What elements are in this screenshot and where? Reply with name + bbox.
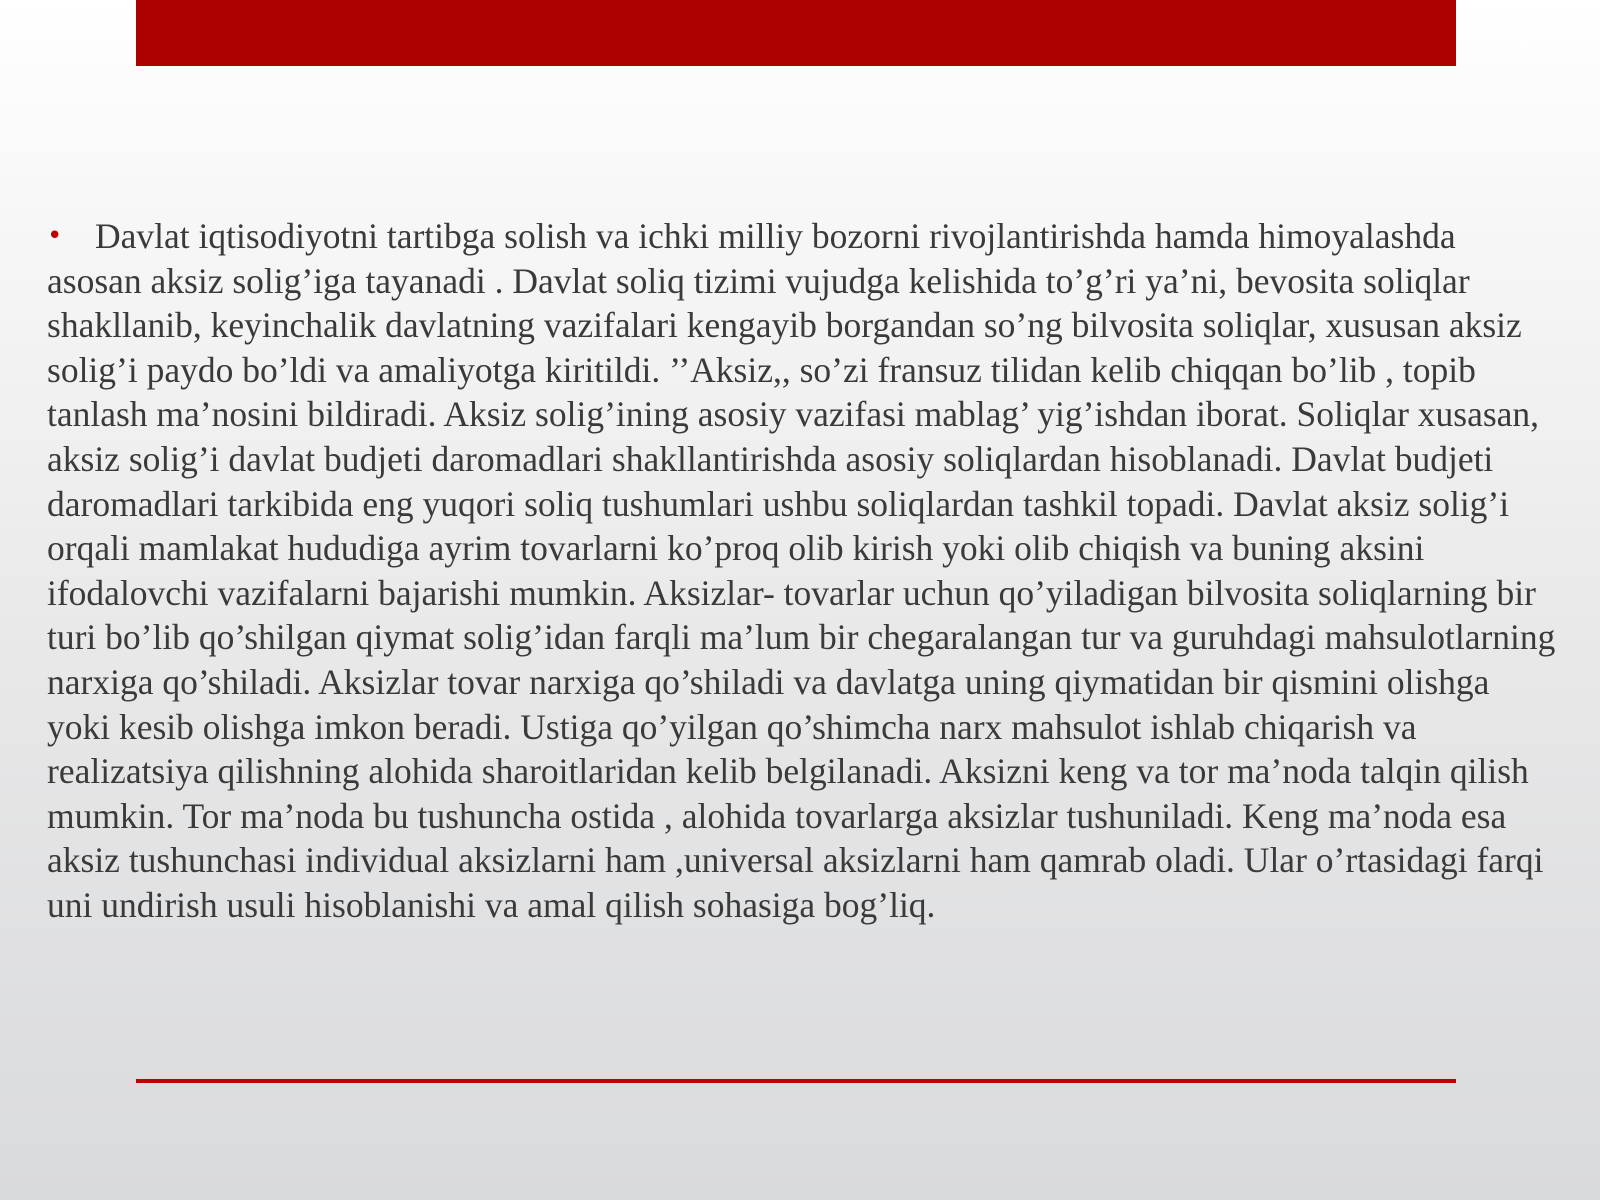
slide-body [47, 214, 1557, 928]
bullet-dot-icon: • [47, 221, 63, 251]
footer-divider-line [136, 1079, 1456, 1083]
body-text: Davlat iqtisodiyotni tartibga solish va ichki milliy bozorni rivojlantirishda hamda himoyalashda asosan aksiz solig’iga tayanadi . Davlat soliq tizimi vujudga kelishida to’g’ri ya’ni, bevosita soliqlar shakllanib, keyinchalik davlatning vazifalari kengayib borgandan so’ng bilvosita soliqlar, xususan aksiz solig’i paydo bo’ldi va amaliyotga kiritildi. ’’Aksiz,, so’zi fransuz tilidan kelib chiqqan bo’lib , topib tanlash ma’nosini bildiradi. Aksiz solig’ining asosiy vazifasi mablag’ yig’ishdan iborat. Soliqlar xusasan, aksiz solig’i davlat budjeti daromadlari shakllantirishda asosiy soliqlardan hisoblanadi. Davlat budjeti daromadlari tarkibida eng yuqori soliq tushumlari ushbu soliqlardan tashkil topadi. Davlat aksiz solig’i orqali mamlakat hududiga ayrim tovarlarni ko’proq olib kirish yoki olib chiqish va buning aksini ifodalovchi vazifalarni bajarishi mumkin. Aksizlar- tovarlar uchun qo’yiladigan bilvosita soliqlarning bir turi bo’lib qo’shilgan qiymat solig’idan farqli ma’lum bir chegaralangan tur va guruhdagi mahsulotlarning narxiga qo’shiladi. Aksizlar tovar narxiga qo’shiladi va davlatga uning qiymatidan bir qismini olishga yoki kesib olishga imkon beradi. Ustiga qo’yilgan qo’shimcha narx mahsulot ishlab chiqarish va realizatsiya qilishning alohida sharoitlaridan kelib belgilanadi. Aksizni keng va tor ma’noda talqin qilish mumkin. Tor ma’noda bu tushuncha ostida , alohida tovarlarga aksizlar tushuniladi. Keng ma’noda esa aksiz tushunchasi individual aksizlarni ham ,universal aksizlarni ham qamrab oladi. Ular o’rtasidagi farqi uni undirish usuli hisoblanishi va amal qilish sohasiga bog’liq. [47, 216, 1556, 925]
bullet-paragraph [47, 214, 1557, 928]
header-accent-bar [136, 0, 1456, 66]
